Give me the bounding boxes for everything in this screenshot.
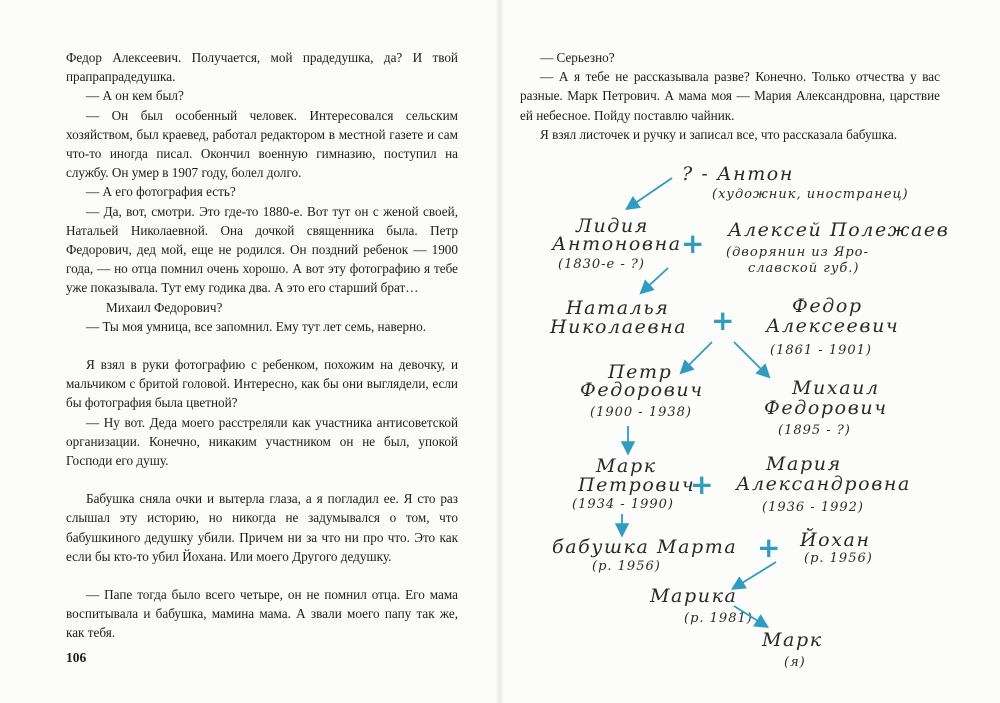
tree-gen7-name: Марк [762, 629, 823, 651]
tree-gen2-right-name: Алексеевич [766, 315, 900, 337]
paragraph: Бабушка сняла очки и вытерла глаза, а я погладил ее. Я сто раз слышал эту историю, но никогда не задумывался о том, что бабушкиного дедушку убили. Причем ни за что ни про что. Это как если бы кто-то убил Йохана. Или моего Другого дедушку. [66, 491, 458, 564]
tree-arrow [734, 562, 776, 588]
tree-plus: + [690, 468, 714, 501]
tree-gen5-right-name: Йохан [800, 529, 871, 551]
paragraph: — Папе тогда было всего четыре, он не помнил отца. Его мама воспитывала и бабушка, мамина мама. А звали моего папу так же, как тебя. [66, 587, 458, 641]
tree-gen3-right-name: Федорович [764, 397, 888, 419]
right-page [500, 0, 1000, 703]
tree-plus: + [711, 304, 735, 337]
tree-arrow [734, 342, 768, 376]
tree-gen4-left-dates: (1934 - 1990) [572, 497, 674, 512]
left-page-text [66, 48, 458, 643]
tree-gen5-left-dates: (р. 1956) [592, 559, 661, 574]
paragraph: — А он кем был? [86, 88, 184, 104]
tree-gen7-note: (я) [784, 655, 806, 670]
tree-gen1-left-name: Лидия [576, 215, 649, 237]
tree-root-name: ? - Антон [682, 163, 794, 185]
tree-gen4-left-name: Марк [596, 455, 657, 477]
paragraph: — Серьезно? [540, 50, 615, 65]
tree-gen2-left-name: Николаевна [550, 316, 688, 338]
tree-gen6-name: Марика [650, 585, 738, 607]
tree-gen6-dates: (р. 1981) [684, 611, 753, 626]
tree-gen3-left-dates: (1900 - 1938) [590, 405, 692, 420]
tree-gen5-right-dates: (р. 1956) [804, 551, 873, 566]
tree-gen4-right-name: Александровна [736, 473, 911, 495]
tree-gen2-left-name: Наталья [566, 297, 670, 319]
paragraph: — Ну вот. Деда моего расстреляли как участника антисоветской организации. Конечно, никаким участником он не был, упокой Господи его душу. [66, 414, 458, 469]
paragraph: — Ты моя умница, все запомнил. Ему тут лет семь, наверно. [86, 318, 427, 334]
tree-gen1-right-note: (дворянин из Яро- [726, 245, 869, 260]
paragraph: — Он был особенный человек. Интересовался сельским хозяйством, был краевед, работал редактором в местной газете и сам что-то иногда писал. Окончил военную гимназию, поступил на службу. Он умер в 1907 году, болел долго. [66, 107, 458, 181]
family-tree-diagram [500, 0, 1000, 703]
tree-gen3-left-name: Федорович [580, 379, 704, 401]
tree-gen1-right-note: славской губ.) [748, 261, 860, 276]
tree-plus: + [757, 531, 781, 564]
tree-gen1-left-dates: (1830-е - ?) [558, 257, 645, 272]
tree-gen4-left-name: Петрович [578, 474, 696, 496]
tree-gen3-right-dates: (1895 - ?) [778, 423, 851, 438]
tree-gen1-left-name: Антоновна [552, 233, 682, 255]
tree-arrow [628, 178, 672, 208]
tree-gen3-left-name: Петр [608, 361, 673, 383]
paragraph: — А я тебе не рассказывала разве? Конечно. Только отчества у вас разные. Марк Петрович. А мама моя — Мария Александровна, царствие ей небесное. Пойду поставлю чайник. [520, 69, 940, 123]
paragraph: Федор Алексеевич. Получается, мой прадедушка, да? И твой прапрапрадедушка. [66, 50, 458, 85]
paragraph: — Да, вот, смотри. Это где-то 1880-е. Вот тут он с женой своей, Натальей Николаевной. Она дочкой священника была. Петр Федорович, дед мой, еще не родился. Он поздний ребенок — 1900 года, — но отца помнил очень хорошо. А вот эту фотографию я тебе уже показывала. Тут ему годика два. А это его старший брат… [66, 203, 458, 296]
tree-plus: + [681, 227, 705, 260]
tree-gen5-left-name: бабушка Марта [552, 536, 738, 558]
tree-gen4-right-name: Мария [766, 453, 842, 475]
tree-gen2-right-name: Федор [792, 295, 863, 317]
tree-gen4-right-dates: (1936 - 1992) [762, 500, 864, 515]
page-number: 106 [66, 650, 87, 665]
book-gutter [496, 0, 504, 703]
paragraph: Я взял в руки фотографию с ребенком, похожим на девочку, и мальчиком с бритой головой. Интересно, как бы они выглядели, если бы фотография была цветной? [66, 357, 458, 411]
tree-arrow [642, 268, 668, 292]
tree-root-note: (художник, иностранец) [712, 187, 909, 202]
paragraph: — А его фотография есть? [86, 184, 236, 200]
tree-gen1-right-name: Алексей Полежаев [728, 219, 950, 241]
paragraph: Я взял листочек и ручку и записал все, что рассказала бабушка. [540, 126, 898, 142]
tree-gen2-right-dates: (1861 - 1901) [770, 343, 872, 358]
tree-gen3-right-name: Михаил [792, 377, 880, 399]
paragraph: Михаил Федорович? [106, 299, 223, 315]
tree-arrow [682, 342, 712, 372]
